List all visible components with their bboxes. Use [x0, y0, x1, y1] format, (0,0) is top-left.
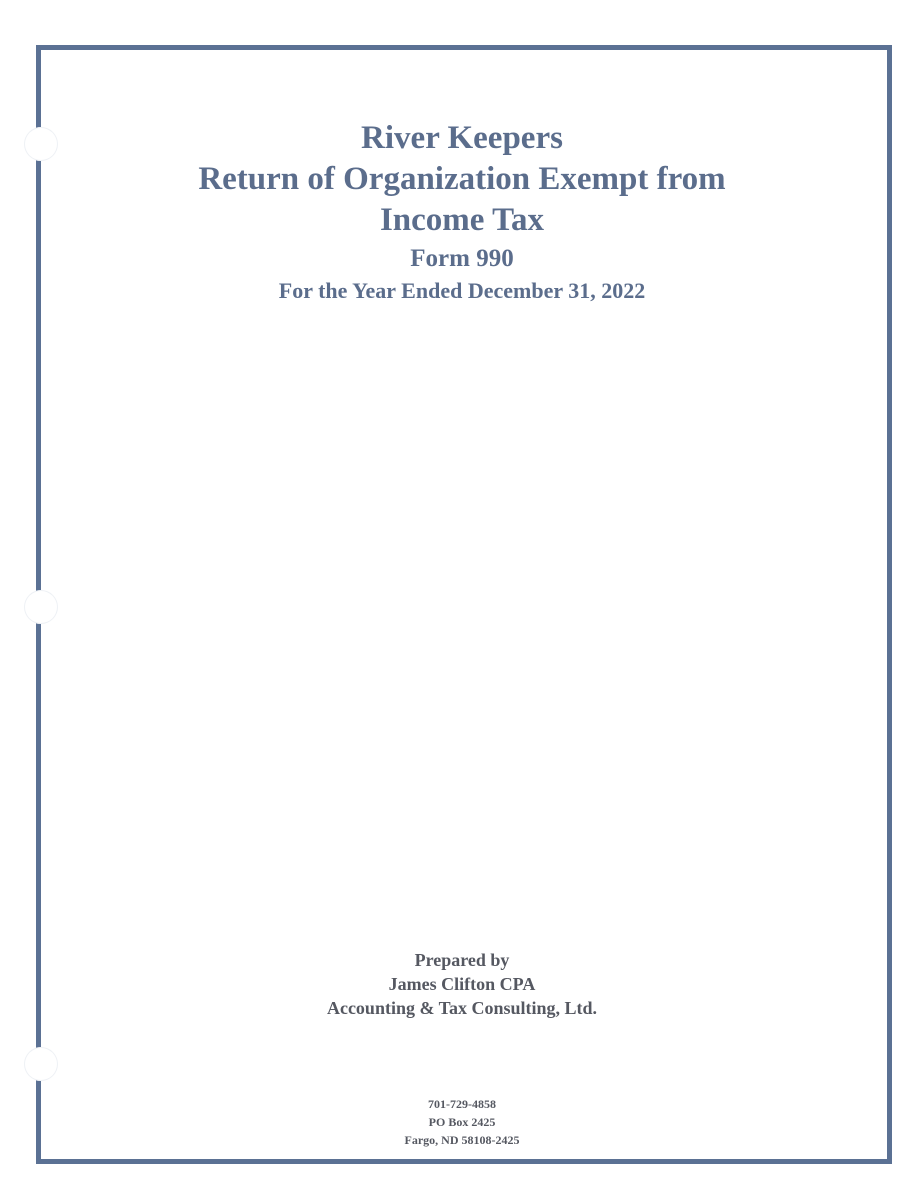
- preparer-name: James Clifton CPA: [388, 974, 536, 994]
- document-title-line-1: Return of Organization Exempt from: [198, 161, 726, 197]
- cover-title-block: [100, 118, 824, 306]
- firm-name: Accounting & Tax Consulting, Ltd.: [326, 998, 598, 1018]
- binder-hole-middle: [24, 590, 58, 624]
- document-title-line-2: Income Tax: [379, 202, 545, 238]
- po-box: PO Box 2425: [428, 1115, 496, 1129]
- phone-number: 701-729-4858: [428, 1097, 496, 1111]
- tax-period: For the Year Ended December 31, 2022: [278, 278, 646, 303]
- form-number: Form 990: [410, 245, 514, 272]
- binder-hole-bottom: [24, 1047, 58, 1081]
- city-state-zip: Fargo, ND 58108-2425: [404, 1133, 520, 1147]
- contact-block: [262, 1095, 662, 1149]
- binder-hole-top: [24, 127, 58, 161]
- prepared-by-label: Prepared by: [414, 950, 510, 970]
- organization-name: River Keepers: [361, 120, 563, 156]
- prepared-by-block: [162, 948, 762, 1020]
